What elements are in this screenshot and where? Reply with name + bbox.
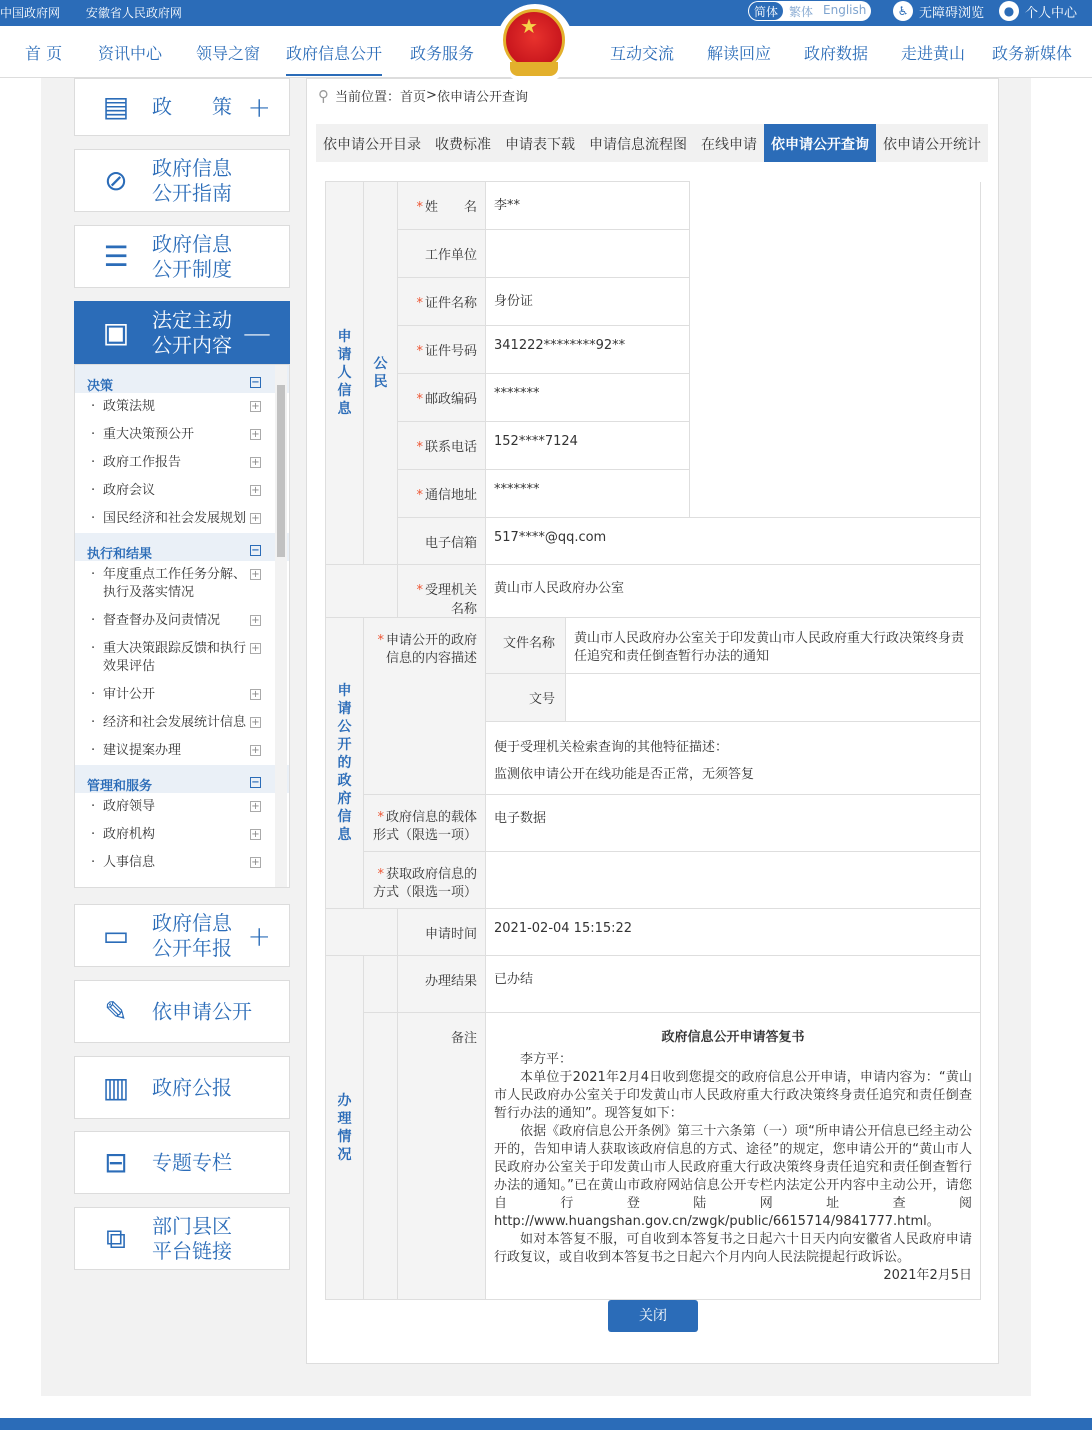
tree-item[interactable]: · 政府机构 +: [75, 821, 289, 849]
tree-item[interactable]: · 政府工作报告 +: [75, 449, 289, 477]
name-value: 李**: [486, 182, 690, 230]
user-center-button[interactable]: [999, 1, 1077, 21]
note-label: 备注: [398, 1013, 486, 1300]
post-label: * 邮政编码: [398, 374, 486, 422]
tree-item[interactable]: · 政策法规 +: [75, 393, 289, 421]
tree-group-decision[interactable]: 决策 −: [75, 365, 289, 393]
nav-home[interactable]: 首 页: [25, 44, 63, 63]
list-icon: ☰: [103, 239, 129, 273]
breadcrumb-separator: >: [426, 88, 437, 103]
sidebar-apply[interactable]: [74, 980, 290, 1043]
reply-title: 政府信息公开申请答复书: [661, 1030, 805, 1045]
time-value: 2021-02-04 15:15:22: [486, 909, 981, 956]
tree-item[interactable]: · 经济和社会发展统计信息 +: [75, 709, 289, 737]
sidebar-guide[interactable]: [74, 149, 290, 212]
sidebar-guide-line2: 公开指南: [152, 180, 232, 205]
sidebar-active-content[interactable]: [74, 301, 290, 364]
folder-icon: ▭: [102, 918, 130, 952]
sidebar-links-line1: 部门县区: [152, 1213, 232, 1238]
sidebar-active-line1: 法定主动: [152, 307, 232, 332]
nav-news[interactable]: 资讯中心: [98, 44, 163, 63]
sidebar-annual-line2: 公开年报: [152, 935, 232, 960]
docno-label: 文号: [486, 674, 566, 722]
section-citizen: 公民: [364, 182, 398, 565]
carrier-value: 电子数据: [486, 795, 981, 852]
email-label: 电子信箱: [398, 518, 486, 565]
link-icon: ⧉: [106, 1221, 126, 1255]
phone-label: * 联系电话: [398, 422, 486, 470]
tab-fees[interactable]: 收费标准: [435, 137, 491, 153]
phone-value: 152****7124: [486, 422, 690, 470]
tree-item[interactable]: · 重大决策预公开 +: [75, 421, 289, 449]
docname-label: 文件名称: [486, 618, 566, 674]
tree-item[interactable]: · 政府会议 +: [75, 477, 289, 505]
content-tree: [74, 364, 290, 888]
tree-item[interactable]: · 重大决策跟踪反馈和执行效果评估 +: [75, 635, 289, 681]
sidebar-guide-line1: 政府信息: [152, 155, 232, 180]
collapse-icon[interactable]: —: [243, 316, 271, 349]
nav-info-disclosure[interactable]: 政府信息公开: [286, 41, 382, 76]
lang-english[interactable]: English: [823, 3, 867, 17]
sidebar-active-line2: 公开内容: [152, 332, 232, 357]
tree-group-management[interactable]: 管理和服务 −: [75, 765, 289, 793]
inbox-icon: ⊟: [104, 1145, 128, 1179]
tab-online-apply[interactable]: 在线申请: [701, 137, 757, 153]
nav-huangshan[interactable]: 走进黄山: [901, 44, 966, 63]
nav-gov-data[interactable]: 政府数据: [804, 44, 869, 63]
result-label: 办理结果: [398, 956, 486, 1013]
close-button[interactable]: 关闭: [608, 1300, 698, 1332]
language-switch: [748, 1, 871, 21]
certno-label: * 证件号码: [398, 326, 486, 374]
tree-item[interactable]: · 督查督办及问责情况 +: [75, 607, 289, 635]
accessibility-label: 无障碍浏览: [919, 5, 985, 21]
reply-addressee: 李方平：: [520, 1052, 573, 1067]
national-emblem-logo: ★: [496, 4, 574, 86]
email-value: 517****@qq.com: [486, 518, 981, 565]
sidebar-apply-label: 依申请公开: [152, 999, 252, 1023]
nav-new-media[interactable]: 政务新媒体: [992, 44, 1073, 63]
footer-bar: [0, 1418, 1092, 1430]
tree-item[interactable]: · 国民经济和社会发展规划 +: [75, 505, 289, 533]
sidebar-system[interactable]: [74, 225, 290, 288]
sidebar-gazette-label: 政府公报: [152, 1075, 232, 1099]
tree-scrollbar[interactable]: [275, 365, 287, 887]
carrier-label: * 政府信息的载体形式（限选一项）: [364, 795, 486, 852]
newspaper-icon: ▥: [102, 1070, 130, 1104]
sidebar-policy-label: 政 策: [152, 94, 232, 119]
sidebar-special[interactable]: [74, 1131, 290, 1194]
tree-item[interactable]: · 年度重点工作任务分解、执行及落实情况 +: [75, 561, 289, 607]
wheelchair-icon: ♿: [893, 1, 913, 21]
sidebar-gazette[interactable]: [74, 1056, 290, 1119]
reply-paragraph: 本单位于2021年2月4日收到您提交的政府信息公开申请，申请内容为：“黄山市人民政府办公室关于印发黄山市人民政府重大行政决策终身责任追究和责任倒查暂行办法的通知”。现答复如下：: [494, 1070, 973, 1121]
work-label: 工作单位: [398, 230, 486, 278]
link-anhui-gov[interactable]: 安徽省人民政府网: [85, 6, 182, 20]
method-label: * 获取政府信息的方式（限选一项）: [364, 852, 486, 909]
tab-catalog[interactable]: 依申请公开目录: [323, 137, 421, 153]
sub-tabs: [316, 124, 988, 162]
reply-date: 2021年2月5日: [883, 1268, 973, 1283]
post-value: *******: [486, 374, 690, 422]
user-icon: ●: [999, 1, 1019, 21]
tab-statistics[interactable]: 依申请公开统计: [883, 137, 981, 153]
accessibility-button[interactable]: [893, 1, 984, 21]
tree-item[interactable]: · 建议提案办理 +: [75, 737, 289, 765]
section-info: 申请公开的政府信息: [326, 618, 364, 909]
location-pin-icon: ⚲: [318, 86, 329, 105]
docname-value: 黄山市人民政府办公室关于印发黄山市人民政府重大行政决策终身责任追究和责任倒查暂行办法的通知: [566, 618, 981, 674]
name-label: * 姓 名: [398, 182, 486, 230]
addr-label: * 通信地址: [398, 470, 486, 518]
document-icon: ▤: [102, 90, 130, 123]
reply-paragraph: 如对本答复不服，可自收到本答复书之日起六十日天内向安徽省人民政府申请行政复议，或自收到本答复书之日起六个月内向人民法院提起行政诉讼。: [494, 1232, 973, 1265]
section-applicant: 申请人信息: [326, 182, 364, 565]
link-china-gov[interactable]: 中国政府网: [0, 6, 61, 20]
expand-icon[interactable]: +: [247, 90, 271, 124]
sidebar-annual[interactable]: [74, 904, 290, 967]
lang-traditional[interactable]: 繁体: [789, 5, 814, 19]
edit-icon: ✎: [104, 994, 128, 1028]
other-desc: 便于受理机关检索查询的其他特征描述： 监测依申请公开在线功能是否正常，无须答复: [486, 722, 981, 795]
expand-icon[interactable]: +: [247, 919, 271, 952]
sidebar-policy[interactable]: [74, 78, 290, 136]
nav-interaction[interactable]: 互动交流: [610, 44, 675, 63]
tree-item[interactable]: · 政府领导 +: [75, 793, 289, 821]
time-label: 申请时间: [398, 909, 486, 956]
tab-download[interactable]: 申请表下载: [505, 137, 575, 153]
reply-letter: [486, 1013, 981, 1300]
agency-value: 黄山市人民政府办公室: [486, 565, 981, 618]
breadcrumb-label: 当前位置：: [335, 90, 401, 105]
tab-query[interactable]: 依申请公开查询: [764, 124, 876, 162]
breadcrumb: [318, 86, 528, 105]
addr-value: *******: [486, 470, 690, 518]
sidebar-links[interactable]: [74, 1207, 290, 1270]
nav-gov-services[interactable]: 政务服务: [410, 44, 475, 63]
sidebar-annual-line1: 政府信息: [152, 910, 232, 935]
section-handle: 办理情况: [326, 956, 364, 1300]
breadcrumb-home[interactable]: 首页: [400, 90, 427, 105]
user-center-label: 个人中心: [1025, 5, 1078, 21]
work-value: [486, 230, 690, 278]
cert-value: 身份证: [486, 278, 690, 326]
agency-label: * 受理机关名称: [398, 565, 486, 618]
breadcrumb-current: 依申请公开查询: [436, 90, 528, 105]
certno-value: 341222********92**: [486, 326, 690, 374]
nav-leaders[interactable]: 领导之窗: [196, 44, 261, 63]
tree-item[interactable]: · 人事信息 +: [75, 849, 289, 877]
application-detail-table: [325, 181, 981, 1300]
sidebar-system-line2: 公开制度: [152, 256, 232, 281]
method-value: [486, 852, 981, 909]
lang-simplified[interactable]: 简体: [749, 2, 783, 20]
compass-icon: ⊘: [104, 163, 128, 197]
docno-value: [566, 674, 981, 722]
sidebar-links-line2: 平台链接: [152, 1238, 232, 1263]
cert-label: * 证件名称: [398, 278, 486, 326]
reply-paragraph: 依据《政府信息公开条例》第三十六条第（一）项“所申请公开信息已经主动公开的，告知申请人获取该政府信息的方式、途径”的规定，您申请公开的“黄山市人民政府办公室关于印发黄山市人民政府重大行政决策终身责任追究和责任倒查暂行办法的通知。”已在黄山市政府网站信息公开专栏内法定公开内容中主动公开，请您自行登陆网址查阅http://www.huangshan.gov.cn/zwgk/public/6615714/9841777.html。: [494, 1124, 973, 1229]
tree-item[interactable]: · 审计公开 +: [75, 681, 289, 709]
clipboard-icon: ▣: [102, 315, 130, 349]
sidebar-system-line1: 政府信息: [152, 231, 232, 256]
tab-flowchart[interactable]: 申请信息流程图: [589, 137, 687, 153]
result-value: 已办结: [486, 956, 981, 1013]
sidebar-special-label: 专题专栏: [152, 1150, 232, 1174]
tree-group-execution[interactable]: 执行和结果 −: [75, 533, 289, 561]
desc-label: * 申请公开的政府信息的内容描述: [364, 618, 486, 795]
nav-interpretation[interactable]: 解读回应: [707, 44, 772, 63]
